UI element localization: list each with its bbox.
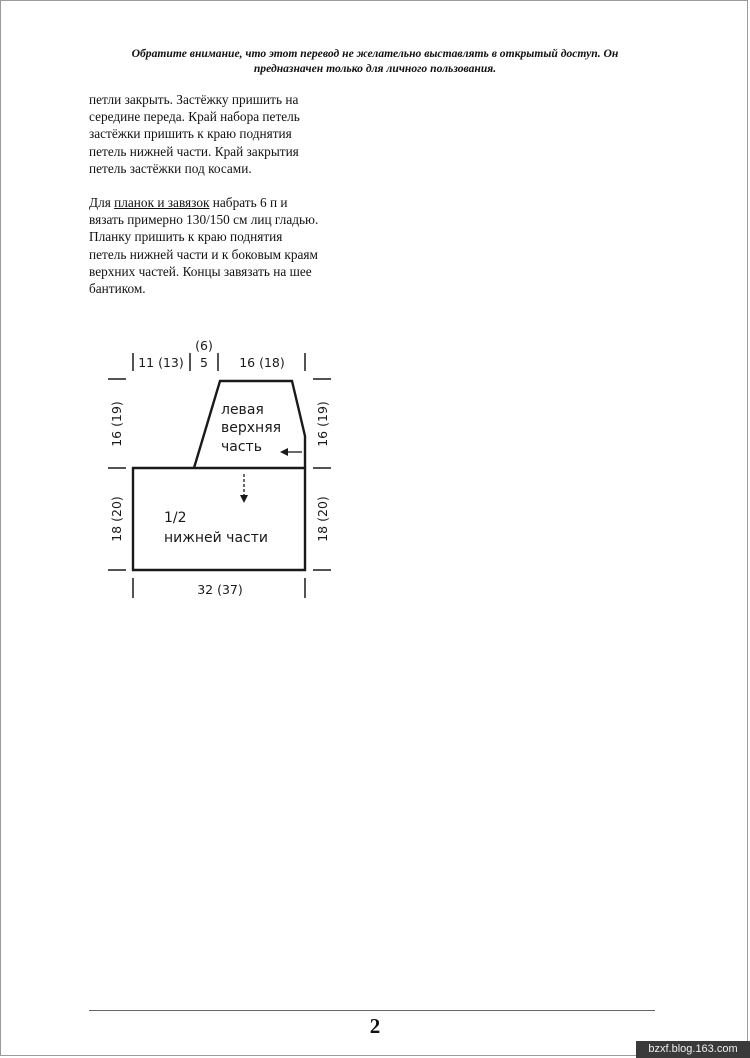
notice-line-2: предназначен только для личного пользования. xyxy=(253,62,497,75)
text-line: петель нижней части. Край закрытия xyxy=(89,143,299,159)
down-arrow-icon xyxy=(240,474,248,503)
text-line: вязать примерно 130/150 см лиц гладью. xyxy=(89,212,319,228)
paragraph-fastening xyxy=(89,91,389,177)
right-dim-lower: 18 (20) xyxy=(315,496,330,542)
privacy-notice xyxy=(40,46,710,76)
text-line: петель застёжки под косами. xyxy=(89,160,252,176)
top-dim-right: 16 (18) xyxy=(239,355,285,370)
text-line xyxy=(89,194,389,211)
lower-label-line-2: нижней части xyxy=(164,530,268,546)
upper-label-line-1: левая xyxy=(221,402,264,418)
left-dim-upper: 16 (19) xyxy=(109,401,124,447)
underlined-term: планок и завязок xyxy=(114,195,210,210)
top-dim-extra: (6) xyxy=(195,338,213,353)
text-line: застёжки пришить к краю поднятия xyxy=(89,126,292,142)
pattern-schematic xyxy=(100,334,350,606)
right-dim-upper: 16 (19) xyxy=(315,401,330,447)
text-line: середине переда. Край набора петель xyxy=(89,109,300,125)
top-dim-left: 11 (13) xyxy=(138,355,184,370)
text-prefix: Для xyxy=(89,195,115,210)
lower-part-outline xyxy=(133,468,305,570)
page-number: 2 xyxy=(369,1014,381,1038)
text-line: петель нижней части и к боковым краям xyxy=(89,246,318,262)
watermark: bzxf.blog.163.com xyxy=(636,1041,750,1058)
text-line: бантиком. xyxy=(89,281,146,297)
footer-divider xyxy=(89,1010,655,1011)
upper-label-line-2: верхняя xyxy=(221,420,282,436)
text-line: Планку пришить к краю поднятия xyxy=(89,229,283,245)
upper-label-line-3: часть xyxy=(221,439,262,455)
left-arrow-icon xyxy=(280,448,302,456)
left-dim-lower: 18 (20) xyxy=(109,496,124,542)
text-suffix: набрать 6 п и xyxy=(209,195,288,210)
text-line: петли закрыть. Застёжку пришить на xyxy=(89,92,299,107)
text-line: верхних частей. Концы завязать на шее xyxy=(89,263,312,279)
paragraph-ties xyxy=(89,194,389,297)
bottom-dim: 32 (37) xyxy=(197,582,243,597)
top-dim-middle: 5 xyxy=(200,355,208,370)
notice-line-1: Обратите внимание, что этот перевод не желательно выставлять в открытый доступ. Он xyxy=(131,47,619,60)
lower-label-line-1: 1/2 xyxy=(164,510,187,526)
